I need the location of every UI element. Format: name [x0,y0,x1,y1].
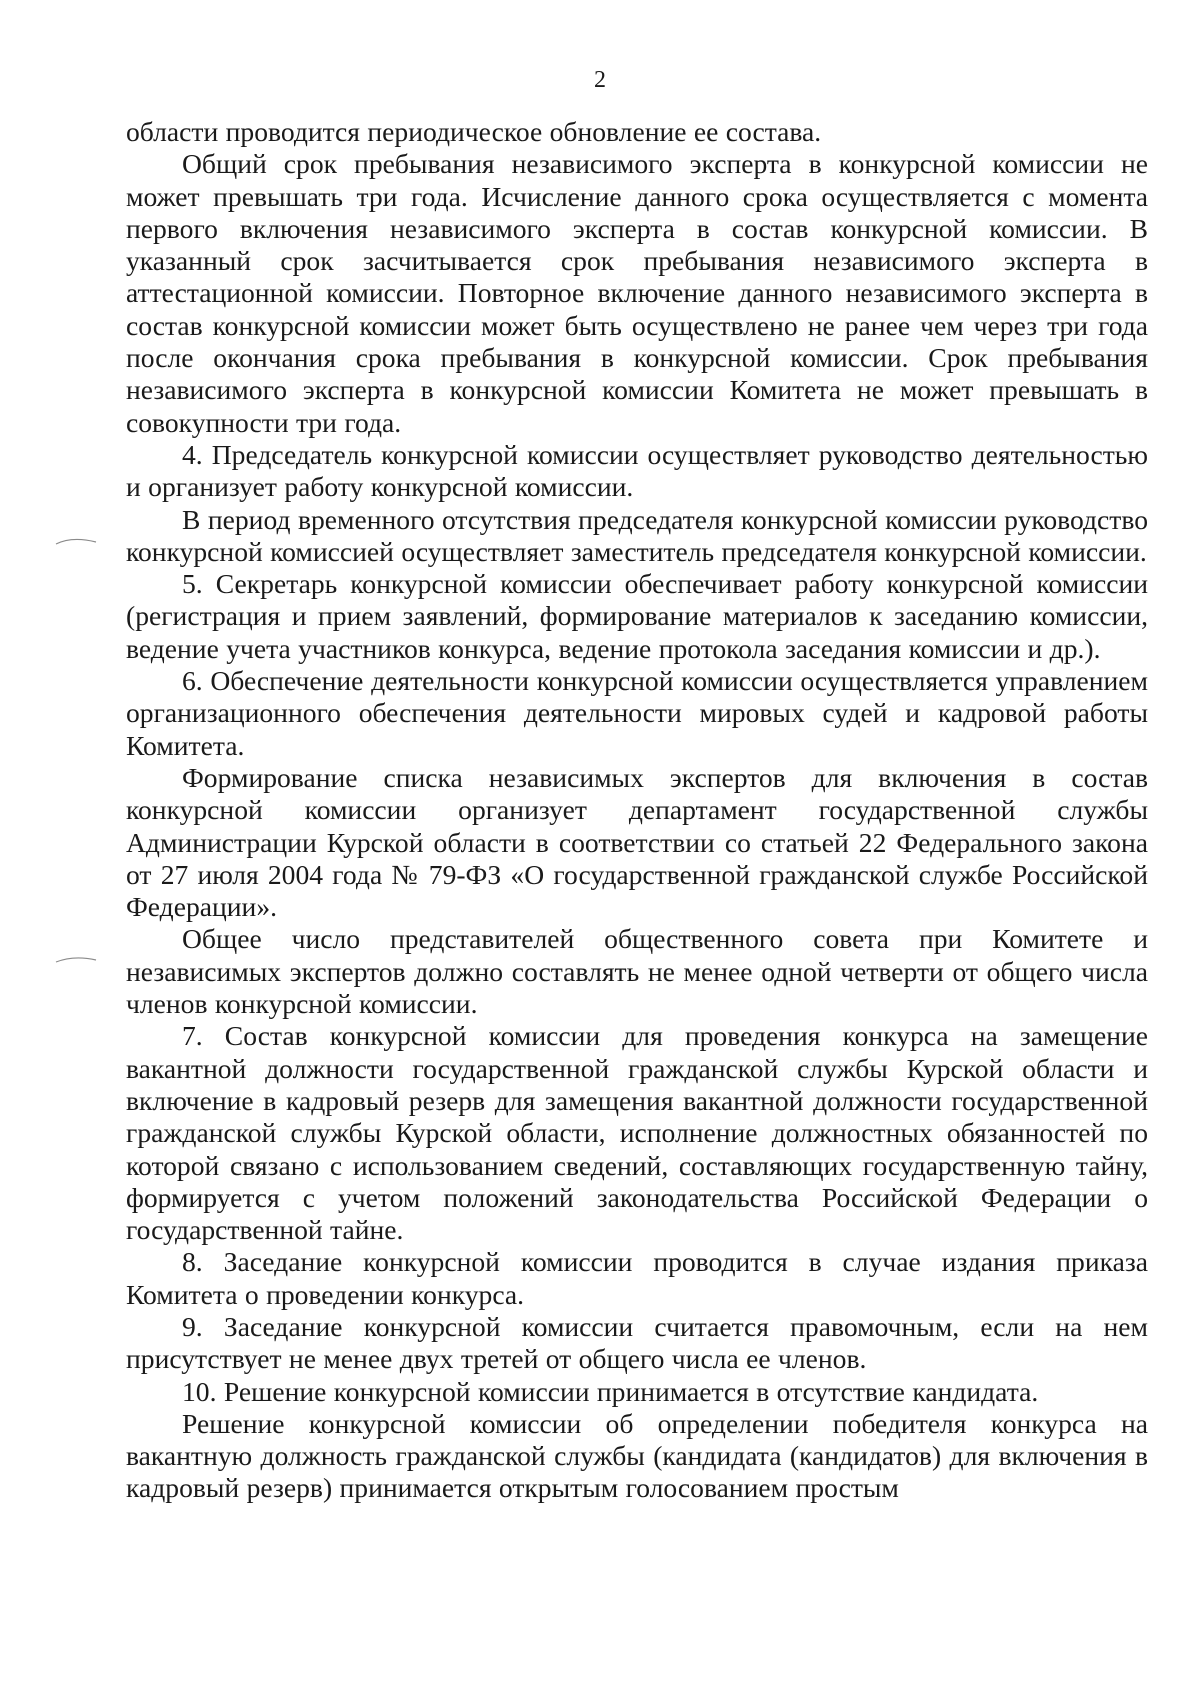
paragraph-item-5: 5. Секретарь конкурсной комиссии обеспечивает работу конкурсной комиссии (регистрация и прием заявлений, формирование материалов к заседанию комиссии, ведение учета участников конкурса, ведение протокола заседания комиссии и др.). [126,568,1148,664]
document-body [126,116,1148,1505]
paragraph: Общий срок пребывания независимого эксперта в конкурсной комиссии не может превышать три года. Исчисление данного срока осуществляется с момента первого включения независимого эксперта в состав конкурсной комиссии. В указанный срок засчитывается срок пребывания независимого эксперта в аттестационной комиссии. Повторное включение данного независимого эксперта в состав конкурсной комиссии может быть осуществлено не ранее чем через три года после окончания срока пребывания в конкурсной комиссии. Срок пребывания независимого эксперта в конкурсной комиссии Комитета не может превышать в совокупности три года. [126,148,1148,438]
paragraph-item-6: 6. Обеспечение деятельности конкурсной комиссии осуществляется управлением организационного обеспечения деятельности мировых судей и кадровой работы Комитета. [126,665,1148,761]
paragraph-item-9: 9. Заседание конкурсной комиссии считается правомочным, если на нем присутствует не менее двух третей от общего числа ее членов. [126,1310,1148,1375]
paragraph-item-4: 4. Председатель конкурсной комиссии осуществляет руководство деятельностью и организует работу конкурсной комиссии. [126,438,1148,503]
paragraph: Решение конкурсной комиссии об определении победителя конкурса на вакантную должность гражданской службы (кандидата (кандидатов) для включения в кадровый резерв) принимается открытым голосованием простым [126,1407,1148,1504]
paragraph: Общее число представителей общественного совета при Комитете и независимых экспертов должно составлять не менее одной четверти от общего числа членов конкурсной комиссии. [126,923,1148,1020]
paragraph-item-8: 8. Заседание конкурсной комиссии проводится в случае издания приказа Комитета о проведении конкурса. [126,1246,1148,1310]
paragraph: В период временного отсутствия председателя конкурсной комиссии руководство конкурсной комиссией осуществляет заместитель председателя конкурсной комиссии. [126,503,1148,567]
scan-mark-icon [54,954,98,966]
paragraph: Формирование списка независимых экспертов для включения в состав конкурсной комиссии организует департамент государственной службы Администрации Курской области в соответствии со статьей 22 Федерального закона от 27 июля 2004 года № 79-ФЗ «О государственной гражданской службе Российской Федерации». [126,761,1148,923]
paragraph-item-10: 10. Решение конкурсной комиссии принимается в отсутствие кандидата. [182,1375,1039,1407]
paragraph: области проводится периодическое обновление ее состава. [126,116,822,147]
scan-mark-icon [54,535,98,547]
paragraph-item-7: 7. Состав конкурсной комиссии для проведения конкурса на замещение вакантной должности государственной гражданской службы Курской области и включение в кадровый резерв для замещения вакантной должности государственной гражданской службы Курской области, исполнение должностных обязанностей по которой связано с использованием сведений, составляющих государственную тайну, формируется с учетом положений законодательства Российской Федерации о государственной тайне. [126,1020,1148,1246]
page-number: 2 [594,67,606,93]
